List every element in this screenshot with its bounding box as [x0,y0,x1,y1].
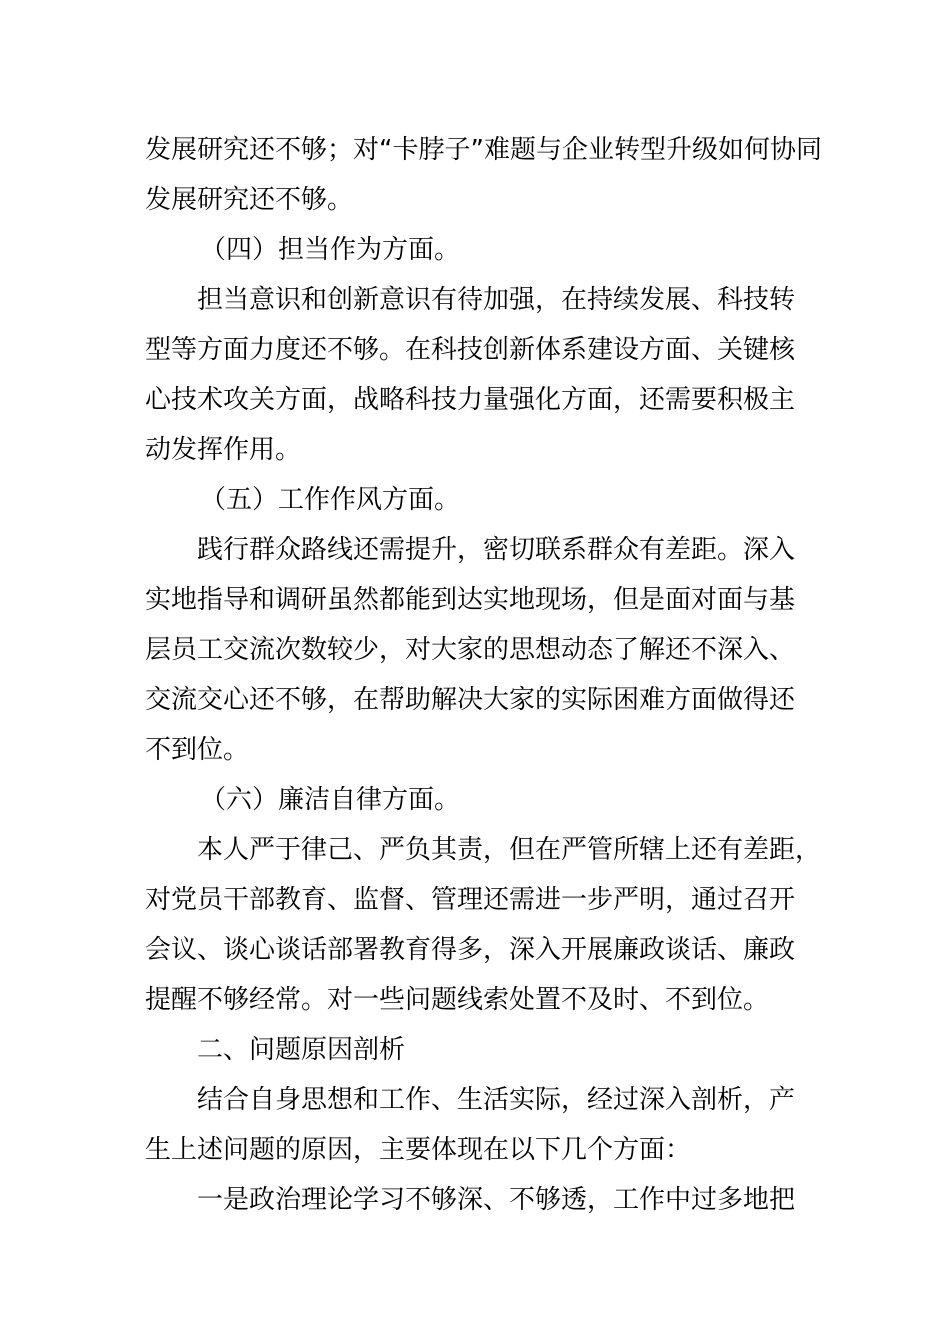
text-line-10: 实地指导和调研虽然都能到达实地现场，但是面对面与基 [145,585,796,615]
text-line-16: 对党员干部教育、监督、管理还需进一步严明，通过召开 [145,885,796,915]
text-line-5: 型等方面力度还不够。在科技创新体系建设方面、关键核 [145,335,796,365]
section-heading-4: （四）担当作为方面。 [200,235,461,265]
text-line-21: 生上述问题的原因，主要体现在以下几个方面： [145,1135,692,1165]
text-line-4: 担当意识和创新意识有待加强，在持续发展、科技转 [197,285,796,315]
text-line-7: 动发挥作用。 [145,435,302,465]
text-line-17: 会议、谈心谈话部署教育得多，深入开展廉政谈话、廉政 [145,935,796,965]
section-heading-6: （六）廉洁自律方面。 [200,785,461,815]
text-line-9: 践行群众路线还需提升，密切联系群众有差距。深入 [197,535,796,565]
text-line-1: 发展研究还不够；对“卡脖子”难题与企业转型升级如何协同 [145,135,822,165]
section-heading-2: 二、问题原因剖析 [197,1035,406,1065]
text-line-2: 发展研究还不够。 [145,185,354,215]
text-line-11: 层员工交流次数较少，对大家的思想动态了解还不深入、 [145,635,796,665]
text-line-20: 结合自身思想和工作、生活实际，经过深入剖析，产 [197,1085,796,1115]
text-line-18: 提醒不够经常。对一些问题线索处置不及时、不到位。 [145,985,770,1015]
text-line-22: 一是政治理论学习不够深、不够透，工作中过多地把 [197,1185,796,1215]
text-line-13: 不到位。 [145,735,250,765]
text-line-15: 本人严于律己、严负其责，但在严管所辖上还有差距， [197,835,822,865]
section-heading-5: （五）工作作风方面。 [200,485,461,515]
text-line-6: 心技术攻关方面，战略科技力量强化方面，还需要积极主 [145,385,796,415]
text-line-12: 交流交心还不够，在帮助解决大家的实际困难方面做得还 [145,685,796,715]
